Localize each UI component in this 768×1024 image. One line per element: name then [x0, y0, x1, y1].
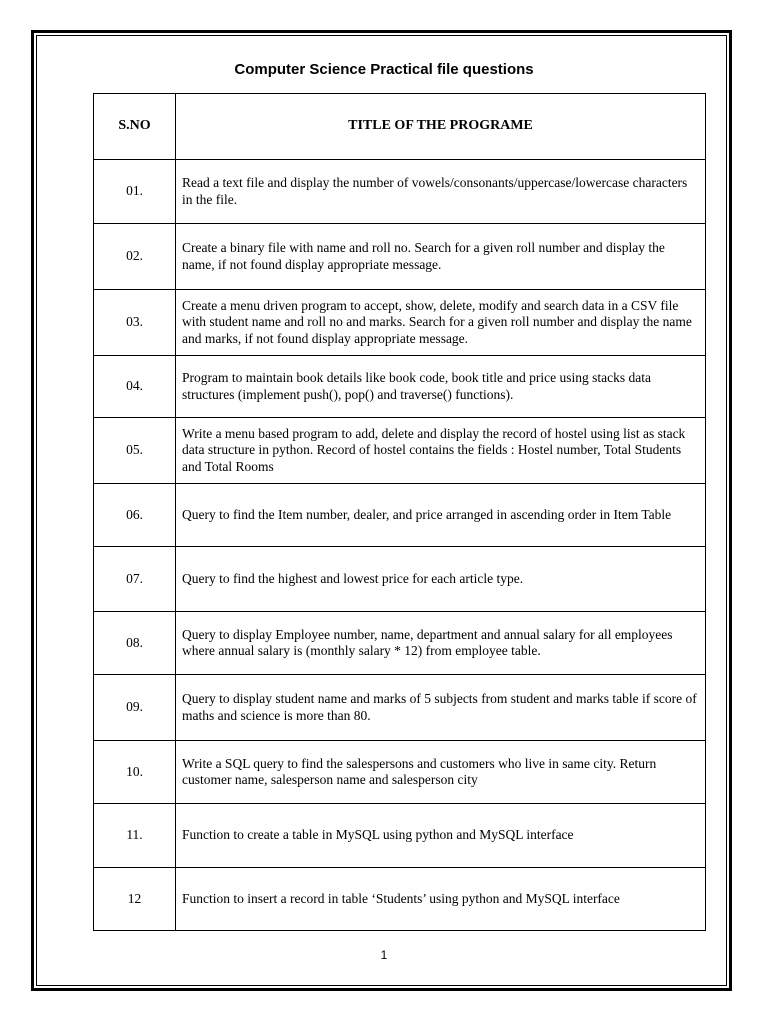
row-sno: 11. [94, 804, 176, 868]
row-title: Read a text file and display the number of vowels/consonants/uppercase/lowercase characters in the file. [176, 160, 706, 224]
table-row [94, 356, 706, 418]
table-row [94, 484, 706, 547]
row-sno: 05. [94, 418, 176, 484]
page-number: 1 [380, 948, 388, 962]
table-row [94, 290, 706, 356]
row-sno: 09. [94, 675, 176, 741]
document-title: Computer Science Practical file questions [234, 61, 534, 78]
row-title: Query to display Employee number, name, department and annual salary for all employees where annual salary is (monthly salary * 12) from employee table. [176, 612, 706, 675]
row-title: Query to find the highest and lowest price for each article type. [176, 547, 706, 612]
table-row [94, 418, 706, 484]
row-title: Create a menu driven program to accept, show, delete, modify and search data in a CSV file with student name and roll no and marks. Search for a given roll number and display the name and marks, if not found display appropriate message. [176, 290, 706, 356]
row-sno: 04. [94, 356, 176, 418]
row-title: Query to find the Item number, dealer, and price arranged in ascending order in Item Table [176, 484, 706, 547]
row-title: Write a menu based program to add, delete and display the record of hostel using list as stack data structure in python. Record of hostel contains the fields : Hostel number, Total Students and Total Rooms [176, 418, 706, 484]
row-sno: 01. [94, 160, 176, 224]
table-row [94, 804, 706, 868]
row-title: Program to maintain book details like book code, book title and price using stacks data structures (implement push(), pop() and traverse() functions). [176, 356, 706, 418]
questions-table [93, 93, 706, 931]
row-title: Write a SQL query to find the salespersons and customers who live in same city. Return customer name, salesperson name and salesperson city [176, 741, 706, 804]
row-title: Create a binary file with name and roll no. Search for a given roll number and display the name, if not found display appropriate message. [176, 224, 706, 290]
table-header-row [94, 94, 706, 160]
row-sno: 02. [94, 224, 176, 290]
header-title: TITLE OF THE PROGRAME [176, 94, 706, 160]
row-sno: 10. [94, 741, 176, 804]
header-sno: S.NO [94, 94, 176, 160]
row-title: Function to insert a record in table ‘Students’ using python and MySQL interface [176, 868, 706, 931]
row-sno: 07. [94, 547, 176, 612]
table-row [94, 612, 706, 675]
row-sno: 08. [94, 612, 176, 675]
row-sno: 06. [94, 484, 176, 547]
table-row [94, 547, 706, 612]
table-row [94, 675, 706, 741]
row-sno: 03. [94, 290, 176, 356]
table-row [94, 224, 706, 290]
row-title: Function to create a table in MySQL using python and MySQL interface [176, 804, 706, 868]
table-row [94, 160, 706, 224]
table-row [94, 868, 706, 931]
row-sno: 12 [94, 868, 176, 931]
row-title: Query to display student name and marks of 5 subjects from student and marks table if score of maths and science is more than 80. [176, 675, 706, 741]
table-row [94, 741, 706, 804]
